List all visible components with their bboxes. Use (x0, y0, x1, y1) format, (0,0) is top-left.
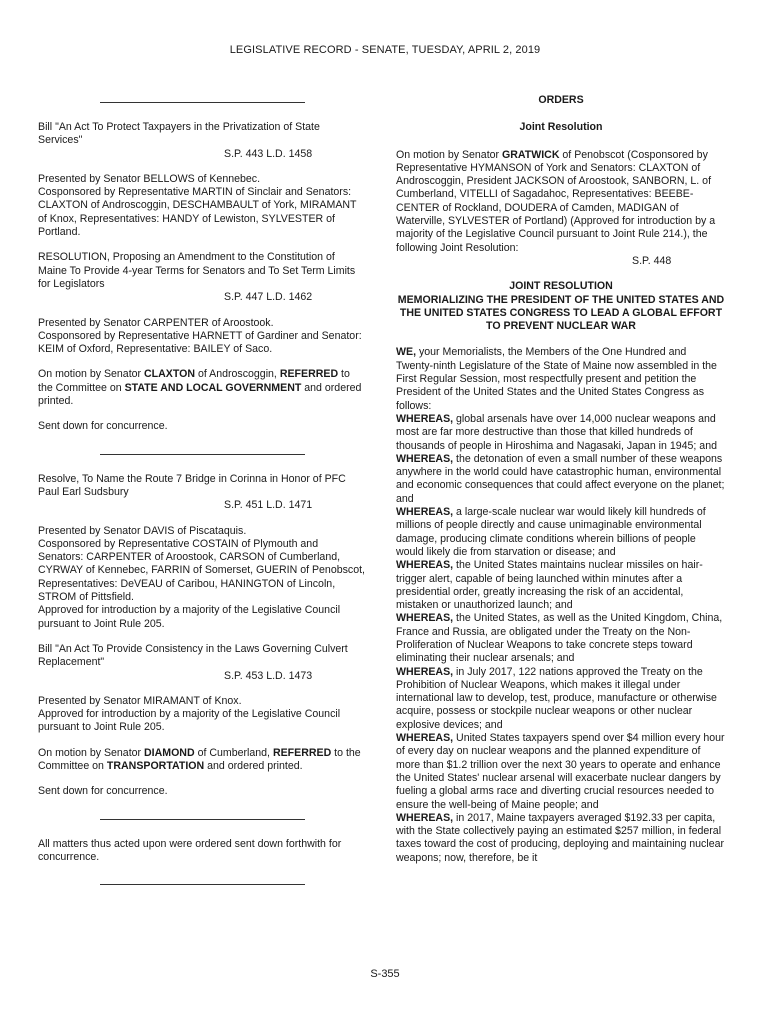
whereas-text: the United States maintains nuclear missiles on hair-trigger alert, capable of being launched within minutes after a presidential order, greatly increasing the risk of an accidental, mistaken or unauthorized launch; and (396, 559, 703, 612)
whereas-clause (396, 612, 726, 665)
whereas-text: United States taxpayers spend over $4 million every hour of every day on nuclear weapons and the planned expenditure of more than $1.2 trillion over the next 30 years to operate and enhance the United States' nuclear arsenal will exacerbate nuclear dangers by fueling a global arms race and diverting crucial resources needed to ensure the well-being of Maine people; and (396, 732, 725, 811)
whereas-label: WHEREAS, (396, 452, 454, 465)
subheading-joint-resolution: Joint Resolution (519, 121, 603, 134)
presented-by: Presented by Senator CARPENTER of Aroostook. (38, 316, 274, 329)
bill-motion (38, 747, 366, 774)
joint-resolution-title: JOINT RESOLUTION (509, 280, 613, 293)
resolve-title: Resolve, To Name the Route 7 Bridge in Corinna in Honor of PFC Paul Earl Sudsbury (38, 472, 346, 498)
right-column (396, 92, 726, 865)
whereas-label: WHEREAS, (396, 665, 454, 678)
memorial-opening (396, 346, 726, 412)
cosponsors: Cosponsored by Representative COSTAIN of Plymouth and Senators: CARPENTER of Aroostook, CARSON of Cumberland, CYRWAY of Kennebec, FARRIN of Somerset, GUERIN of Penobscot, Representatives: DeVEAU of Caribou, HANINGTON of Lincoln, STROM of Pittsfield. (38, 537, 365, 604)
motion-committee: STATE AND LOCAL GOVERNMENT (124, 381, 302, 394)
motion-referred: REFERRED (272, 746, 332, 759)
motion-referred: REFERRED (279, 368, 339, 381)
motion-text: On motion by Senator (38, 746, 144, 759)
approval-note: Approved for introduction by a majority of the Legislative Council pursuant to Joint Rule 205. (38, 604, 341, 630)
resolve-reference: S.P. 451 L.D. 1471 (224, 499, 313, 512)
motion-text: to the Committee on (38, 746, 361, 772)
whereas-label: WHEREAS, (396, 612, 454, 625)
memorial-text: your Memorialists, the Members of the One Hundred and Twenty-ninth Legislature of the State of Maine now assembled in the First Regular Session, most respectfully present and petition the President of the United States and the United States Congress as follows: (396, 346, 717, 412)
sent-down-note: Sent down for concurrence. (38, 785, 168, 798)
bill-sponsors (38, 695, 366, 735)
whereas-clause (396, 559, 726, 612)
resolution-title: RESOLUTION, Proposing an Amendment to the Constitution of Maine To Provide 4-year Terms for Senators and To Set Term Limits for Legislators (38, 251, 356, 290)
whereas-clause (396, 506, 726, 559)
motion-text: and ordered printed. (38, 381, 362, 408)
presented-by: Presented by Senator BELLOWS of Kennebec. (38, 172, 261, 185)
bill-title: Bill "An Act To Protect Taxpayers in the Privatization of State Services" (38, 121, 320, 147)
bill-title: Bill "An Act To Provide Consistency in the Laws Governing Culvert Replacement" (38, 642, 348, 669)
bill-sponsors (38, 173, 366, 239)
motion-text: of Penobscot (Cosponsored by Representative HYMANSON of York and Senators: CLAXTON of Androscoggin, President JACKSON of Aroostook, SANBORN, L. of Cumberland, VITELLI of Sagadahoc, Representatives: BEEBE-CENTER of Rockland, DOUDERA of Camden, MADIGAN of Waterville, SYLVESTER of Portland) (Approved for introduction by a majority of the Legislative Council pursuant to Joint Rule 214.), the following Joint Resolution: (396, 148, 716, 254)
whereas-list (396, 413, 726, 865)
whereas-label: WHEREAS, (396, 412, 454, 425)
whereas-text: a large-scale nuclear war would likely kill hundreds of millions of people directly and cause unimaginable environmental damage, producing climate conditions wherein billions of people would likely die from starvation or disease; and (396, 506, 706, 558)
bill-reference: S.P. 453 L.D. 1473 (224, 669, 313, 682)
joint-resolution-reference: S.P. 448 (632, 254, 672, 267)
page-header: LEGISLATIVE RECORD - SENATE, TUESDAY, APRIL 2, 2019 (229, 44, 541, 56)
motion-text: On motion by Senator (38, 368, 144, 381)
motion-text: On motion by Senator (396, 148, 502, 161)
page-number: S-355 (370, 968, 400, 980)
closing-note: All matters thus acted upon were ordered sent down forthwith for concurrence. (38, 837, 342, 863)
motion-senator: GRATWICK (502, 148, 560, 161)
resolve-sponsors (38, 525, 366, 631)
whereas-clause (396, 666, 726, 732)
presented-by: Presented by Senator MIRAMANT of Knox. (38, 694, 242, 707)
resolution-motion (38, 368, 366, 408)
whereas-clause (396, 732, 726, 812)
motion-text: and ordered printed. (204, 759, 303, 772)
cosponsors: Cosponsored by Representative HARNETT of Gardiner and Senator: KEIM of Oxford, Representative: BAILEY of Saco. (38, 329, 362, 356)
whereas-text: global arsenals have over 14,000 nuclear weapons and most are far more destructive than those that killed hundreds of thousands of people in Hiroshima and Nagasaki, Japan in 1945; and (396, 412, 717, 452)
motion-senator: CLAXTON (144, 368, 196, 381)
divider (100, 819, 305, 820)
motion-senator: DIAMOND (144, 746, 195, 759)
whereas-label: WHEREAS, (396, 732, 454, 745)
divider (100, 454, 305, 455)
whereas-label: WHEREAS, (396, 811, 454, 824)
section-heading-orders: ORDERS (538, 94, 584, 106)
approval-note: Approved for introduction by a majority of the Legislative Council pursuant to Joint Rule 205. (38, 708, 341, 734)
whereas-text: in July 2017, 122 nations approved the Treaty on the Prohibition of Nuclear Weapons, which makes it illegal under international law to develop, test, produce, manufacture or otherwise acquire, possess or stockpile nuclear weapons or other nuclear explosive devices; and (396, 665, 717, 731)
cosponsors: Cosponsored by Representative MARTIN of Sinclair and Senators: CLAXTON of Androscoggin, DESCHAMBAULT of York, MIRAMANT of Knox, Representatives: HANDY of Lewiston, SYLVESTER of Portland. (38, 186, 357, 239)
resolution-sponsors (38, 317, 366, 357)
whereas-text: the United States, as well as the United Kingdom, China, France and Russia, are obligated under the Treaty on the Non-Proliferation of Nuclear Weapons to take concrete steps toward eliminating their nuclear arsenals; and (396, 612, 723, 665)
divider (100, 884, 305, 885)
we-label: WE, (396, 346, 417, 359)
resolution-reference: S.P. 447 L.D. 1462 (224, 291, 313, 304)
motion-text: to the Committee on (38, 368, 350, 394)
motion-text: of Androscoggin, (195, 368, 280, 381)
whereas-clause (396, 413, 726, 453)
presented-by: Presented by Senator DAVIS of Piscataquis. (38, 524, 247, 537)
bill-reference: S.P. 443 L.D. 1458 (224, 147, 313, 160)
divider (100, 102, 305, 103)
joint-resolution-subtitle: MEMORIALIZING THE PRESIDENT OF THE UNITED STATES AND THE UNITED STATES CONGRESS TO LEAD A GLOBAL EFFORT TO PREVENT NUCLEAR WAR (397, 293, 725, 333)
motion-committee: TRANSPORTATION (106, 759, 205, 772)
whereas-clause (396, 812, 726, 865)
whereas-label: WHEREAS, (396, 559, 454, 572)
motion-text: of Cumberland, (194, 746, 273, 759)
joint-resolution-motion (396, 149, 726, 255)
whereas-label: WHEREAS, (396, 506, 454, 519)
whereas-text: the detonation of even a small number of these weapons anywhere in the world could have catastrophic human, environmental and economic consequences that could affect everyone on the planet; and (396, 452, 725, 505)
whereas-clause (396, 453, 726, 506)
sent-down-note: Sent down for concurrence. (38, 420, 168, 433)
left-column (38, 92, 366, 903)
whereas-text: in 2017, Maine taxpayers averaged $192.33 per capita, with the State collectively paying an estimated $257 million, in federal taxes toward the cost of producing, deploying and maintaining nuclear weapons; now, therefore, be it (396, 811, 725, 864)
